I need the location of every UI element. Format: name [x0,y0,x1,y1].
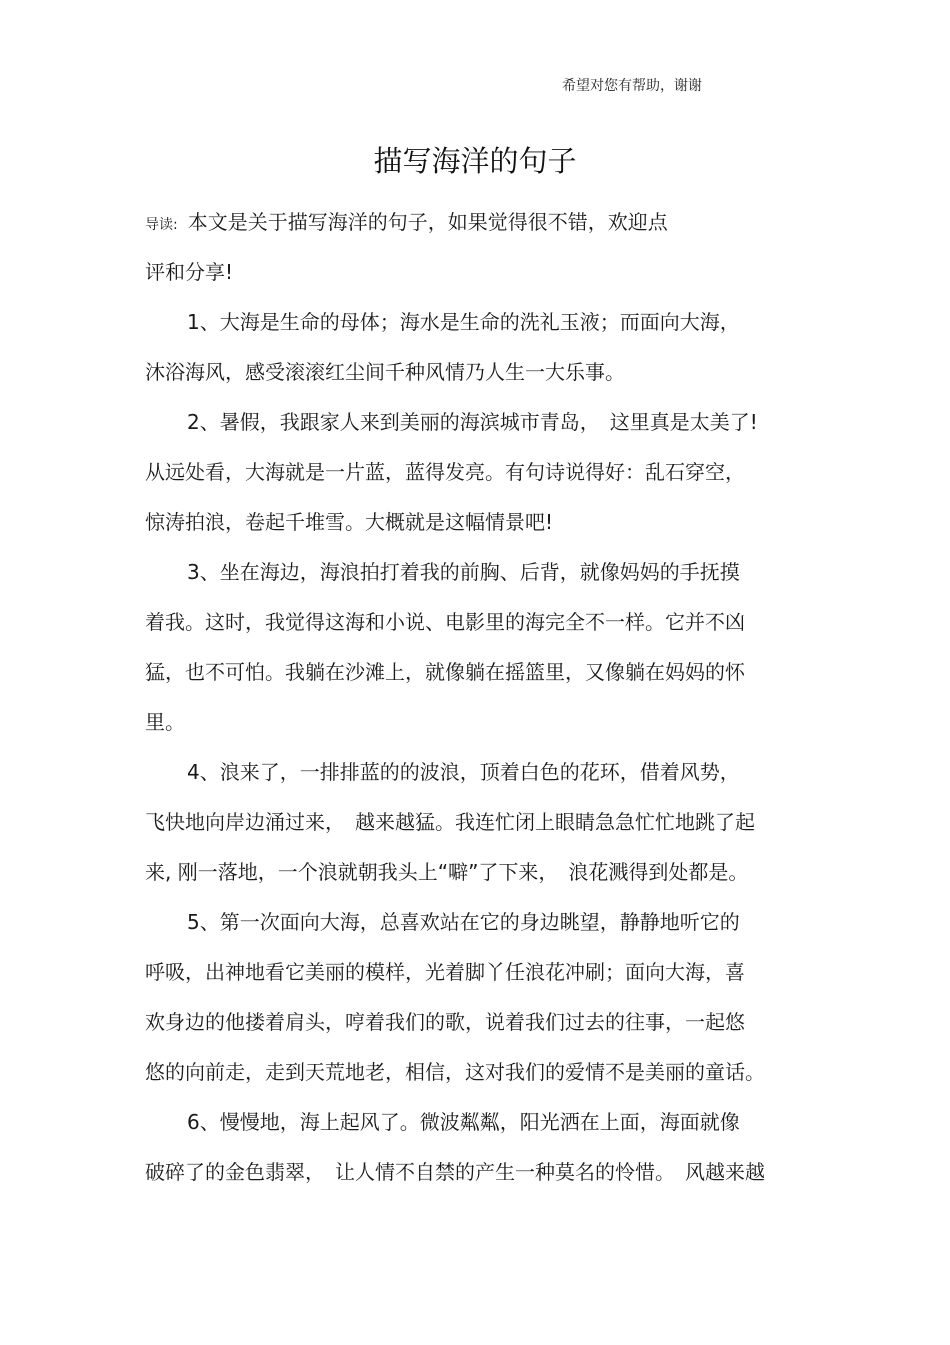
paragraph-line: 3、坐在海边，海浪拍打着我的前胸、后背，就像妈妈的手抚摸 [187,560,740,584]
paragraph-3 [145,547,805,747]
paragraph-line: 悠的向前走，走到天荒地老，相信，这对我们的爱情不是美丽的童话。 [145,1060,765,1084]
paragraph-line: 2、暑假，我跟家人来到美丽的海滨城市青岛， 这里真是太美了! [187,410,758,434]
paragraph-5 [145,897,805,1097]
paragraph-line: 1、大海是生命的母体；海水是生命的洗礼玉液；而面向大海， [187,310,740,334]
intro-label: 导读: [145,217,178,233]
document-body [145,197,805,1197]
paragraph-2 [145,397,805,547]
paragraph-line: 欢身边的他搂着肩头，哼着我们的歌，说着我们过去的往事，一起悠 [145,1010,745,1034]
paragraph-4 [145,747,805,897]
paragraph-line: 4、浪来了，一排排蓝的的波浪，顶着白色的花环，借着风势， [187,760,740,784]
paragraph-line: 来, 刚一落地，一个浪就朝我头上“噼”了下来， 浪花溅得到处都是。 [145,860,749,884]
paragraph-1 [145,297,805,397]
intro-line [145,197,805,247]
paragraph-line: 呼吸，出神地看它美丽的模样，光着脚丫任浪花冲刷；面向大海，喜 [145,960,745,984]
paragraph-line: 5、第一次面向大海，总喜欢站在它的身边眺望，静静地听它的 [187,910,740,934]
paragraph-line: 猛，也不可怕。我躺在沙滩上，就像躺在摇篮里，又像躺在妈妈的怀 [145,660,745,684]
paragraph-line: 沐浴海风，感受滚滚红尘间千种风情乃人生一大乐事。 [145,360,625,384]
intro-text-1: 本文是关于描写海洋的句子，如果觉得很不错，欢迎点 [187,210,668,234]
paragraph-line: 惊涛拍浪，卷起千堆雪。大概就是这幅情景吧! [145,510,554,534]
intro-text-2: 评和分享! [145,260,234,284]
paragraph-line: 飞快地向岸边涌过来， 越来越猛。我连忙闭上眼睛急急忙忙地跳了起 [145,810,755,834]
paragraph-line: 着我。这时，我觉得这海和小说、电影里的海完全不一样。它并不凶 [145,610,745,634]
paragraph-line: 破碎了的金色翡翠， 让人情不自禁的产生一种莫名的怜惜。 风越来越 [145,1160,765,1184]
paragraph-line: 从远处看，大海就是一片蓝，蓝得发亮。有句诗说得好：乱石穿空， [145,460,745,484]
paragraph-line: 6、慢慢地，海上起风了。微波粼粼，阳光洒在上面，海面就像 [187,1110,740,1134]
document-title: 描写海洋的句子 [373,144,577,178]
paragraph-line: 里。 [145,710,185,734]
header-note: 希望对您有帮助，谢谢 [562,78,702,94]
paragraph-6 [145,1097,805,1197]
